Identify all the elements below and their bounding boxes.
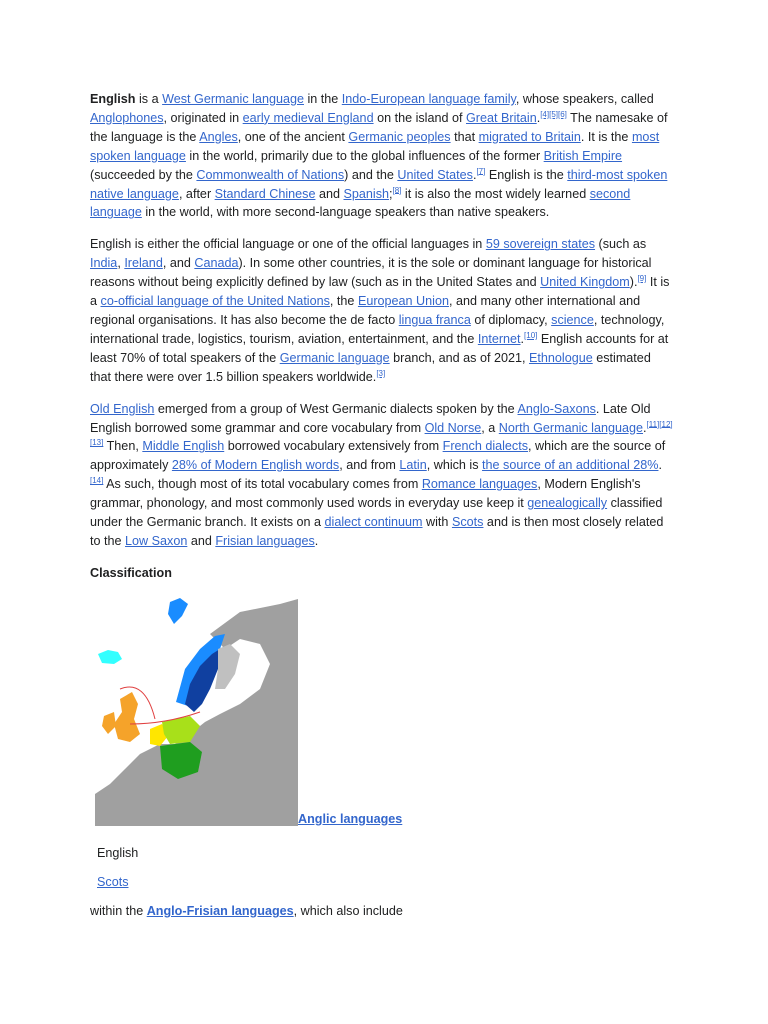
article-link[interactable]: Canada <box>194 256 239 271</box>
text-run: , which are the source of approximately <box>90 439 666 473</box>
text-run: . <box>520 331 525 346</box>
map-caption-link[interactable]: Anglic languages <box>298 811 403 826</box>
text-run: on the island of <box>373 110 466 125</box>
text-run: that <box>450 129 479 144</box>
text-run: , the <box>329 294 358 309</box>
citation-link[interactable]: [14] <box>90 476 104 486</box>
text-run: , and many other international and regional organisations. It has also become the de facto <box>90 294 641 327</box>
article-link[interactable]: the source of an additional 28% <box>482 458 659 473</box>
text-run: is a <box>135 92 163 106</box>
article-link[interactable]: third-most spoken native language <box>90 167 668 201</box>
article-link[interactable]: West Germanic language <box>162 92 304 106</box>
bold-term: English <box>90 92 136 106</box>
article-link[interactable]: Great Britain <box>466 110 537 125</box>
article-link[interactable]: Latin <box>399 458 427 473</box>
text-run: , which is <box>426 458 483 473</box>
article-link[interactable]: 59 sovereign states <box>485 237 596 252</box>
article-link[interactable]: Low Saxon <box>125 533 188 548</box>
text-run: , originated in <box>163 110 243 125</box>
article-link[interactable]: co-official language of the United Nations <box>100 294 330 309</box>
article-link[interactable]: Anglophones <box>90 110 164 125</box>
text-run: , a <box>481 420 499 435</box>
article-link[interactable]: Germanic peoples <box>348 129 451 144</box>
text-run: , Modern English's grammar, phonology, and most commonly used words in everyday use keep it <box>90 477 641 511</box>
article-link[interactable]: North Germanic language <box>498 420 644 435</box>
text-run: and is then most closely related to the <box>90 515 664 548</box>
text-run: , and <box>162 256 195 271</box>
citation-ref[interactable] <box>524 331 537 340</box>
text-run: , and from <box>339 458 400 473</box>
intro-paragraph-1 <box>90 90 675 222</box>
article-link[interactable]: Internet <box>477 331 521 346</box>
text-run: emerged from a group of West Germanic dialects spoken by the <box>154 401 518 416</box>
citation-link[interactable]: [4][5][6] <box>540 109 567 119</box>
text-run: ). In some other countries, it is the sole or dominant language for historical reasons without being explicitly defined by law (such as in the United States and <box>90 256 652 290</box>
article-link[interactable]: science <box>551 312 594 327</box>
text-run: , technology, international trade, logistics, tourism, aviation, entertainment, and the <box>90 312 665 346</box>
citation-link[interactable]: [10] <box>524 330 538 340</box>
text-run: with <box>422 515 452 530</box>
citation-link[interactable]: [7] <box>476 166 486 176</box>
text-run: It is a <box>90 275 670 309</box>
text-run: in the world, primarily due to the global influences of the former <box>185 148 544 163</box>
article-link[interactable]: Old Norse <box>424 420 482 435</box>
legend-item-scots[interactable] <box>97 873 675 891</box>
citation-ref[interactable] <box>376 369 385 378</box>
article-link[interactable]: early medieval England <box>242 110 374 125</box>
citation-link[interactable]: [8] <box>392 185 402 195</box>
text-run: . <box>643 420 647 435</box>
tail-text-before: within the <box>90 903 147 918</box>
article-link[interactable]: Spanish <box>343 186 389 201</box>
article-link[interactable]: United States <box>397 167 473 182</box>
text-run: . <box>658 458 662 473</box>
text-run: and <box>315 186 344 201</box>
text-run: , after <box>178 186 215 201</box>
article-link[interactable]: United Kingdom <box>540 275 630 290</box>
text-run: English is either the official language or one of the official languages in <box>90 237 486 252</box>
article-link[interactable]: French dialects <box>442 439 529 454</box>
article-link[interactable]: second language <box>90 186 631 220</box>
text-run: As such, though most of its total vocabulary comes from <box>103 477 422 492</box>
text-run: it is also the most widely learned <box>401 186 590 201</box>
text-run: English is the <box>485 167 568 182</box>
tail-text-after: , which also include <box>293 903 403 918</box>
text-run: ) and the <box>344 167 398 182</box>
intro-paragraph-3 <box>90 400 675 551</box>
citation-link[interactable]: [11][12][13] <box>90 419 673 448</box>
article-link[interactable]: Old English <box>90 401 155 416</box>
text-run: . It is the <box>580 129 632 144</box>
citation-ref[interactable] <box>540 110 567 119</box>
text-run: (succeeded by the <box>90 167 197 182</box>
text-run: . Late Old English borrowed some grammar and core vocabulary from <box>90 401 651 435</box>
article-link[interactable]: India <box>90 256 118 271</box>
article-link[interactable]: Anglo-Saxons <box>517 401 596 416</box>
article-body <box>90 90 675 920</box>
text-run: branch, and as of 2021, <box>389 350 529 365</box>
text-run: of diplomacy, <box>470 312 552 327</box>
article-link[interactable]: migrated to Britain <box>478 129 581 144</box>
article-link[interactable]: Middle English <box>142 439 225 454</box>
article-link[interactable]: lingua franca <box>398 312 471 327</box>
article-link[interactable]: genealogically <box>527 496 608 511</box>
text-run: Then, <box>103 439 143 454</box>
text-run: , one of the ancient <box>237 129 349 144</box>
text-run: . <box>472 167 477 182</box>
text-run: ). <box>629 275 638 290</box>
legend-item-english: English <box>97 845 139 860</box>
article-link[interactable]: Standard Chinese <box>214 186 316 201</box>
map-figure <box>90 594 675 834</box>
scots-link[interactable]: Scots <box>97 874 129 889</box>
article-link[interactable]: British Empire <box>543 148 623 163</box>
article-link[interactable]: Angles <box>199 129 238 144</box>
text-run: , <box>117 256 125 271</box>
germanic-languages-map[interactable] <box>90 594 298 826</box>
text-run: in the <box>303 92 342 106</box>
citation-link[interactable]: [3] <box>376 368 386 378</box>
section-heading-classification: Classification <box>90 565 172 580</box>
article-link[interactable]: Scots <box>451 515 484 530</box>
text-run: The namesake of the language is the <box>90 110 668 144</box>
classification-text <box>90 902 675 920</box>
article-link[interactable]: Ireland <box>124 256 163 271</box>
article-link[interactable]: Indo-European language family <box>341 92 516 106</box>
article-link[interactable]: European Union <box>357 294 449 309</box>
article-link[interactable]: most spoken language <box>90 129 660 163</box>
article-link[interactable]: Romance languages <box>421 477 538 492</box>
text-run: , whose speakers, called <box>515 92 654 106</box>
article-link[interactable]: dialect continuum <box>324 515 423 530</box>
article-link[interactable]: Commonwealth of Nations <box>196 167 345 182</box>
anglo-frisian-link[interactable]: Anglo-Frisian languages <box>146 903 294 918</box>
article-link[interactable]: 28% of Modern English words <box>171 458 340 473</box>
citation-ref[interactable] <box>90 476 103 485</box>
text-run: English accounts for at least 70% of total speakers of the <box>90 331 669 365</box>
text-run: (such as <box>595 237 647 252</box>
text-run: estimated that there were over 1.5 billion speakers worldwide. <box>90 350 651 384</box>
intro-paragraph-2 <box>90 235 675 386</box>
article-link[interactable]: Germanic language <box>279 350 390 365</box>
article-link[interactable]: Frisian languages <box>215 533 315 548</box>
text-run: . <box>536 110 541 125</box>
text-run: and <box>187 533 216 548</box>
text-run: . <box>314 533 319 548</box>
text-run: classified under the Germanic branch. It exists on a <box>90 496 663 530</box>
citation-link[interactable]: [9] <box>637 273 647 283</box>
article-link[interactable]: Ethnologue <box>528 350 593 365</box>
text-run: ; <box>389 186 393 201</box>
text-run: borrowed vocabulary extensively from <box>224 439 443 454</box>
text-run: in the world, with more second-language speakers than native speakers. <box>141 205 550 220</box>
